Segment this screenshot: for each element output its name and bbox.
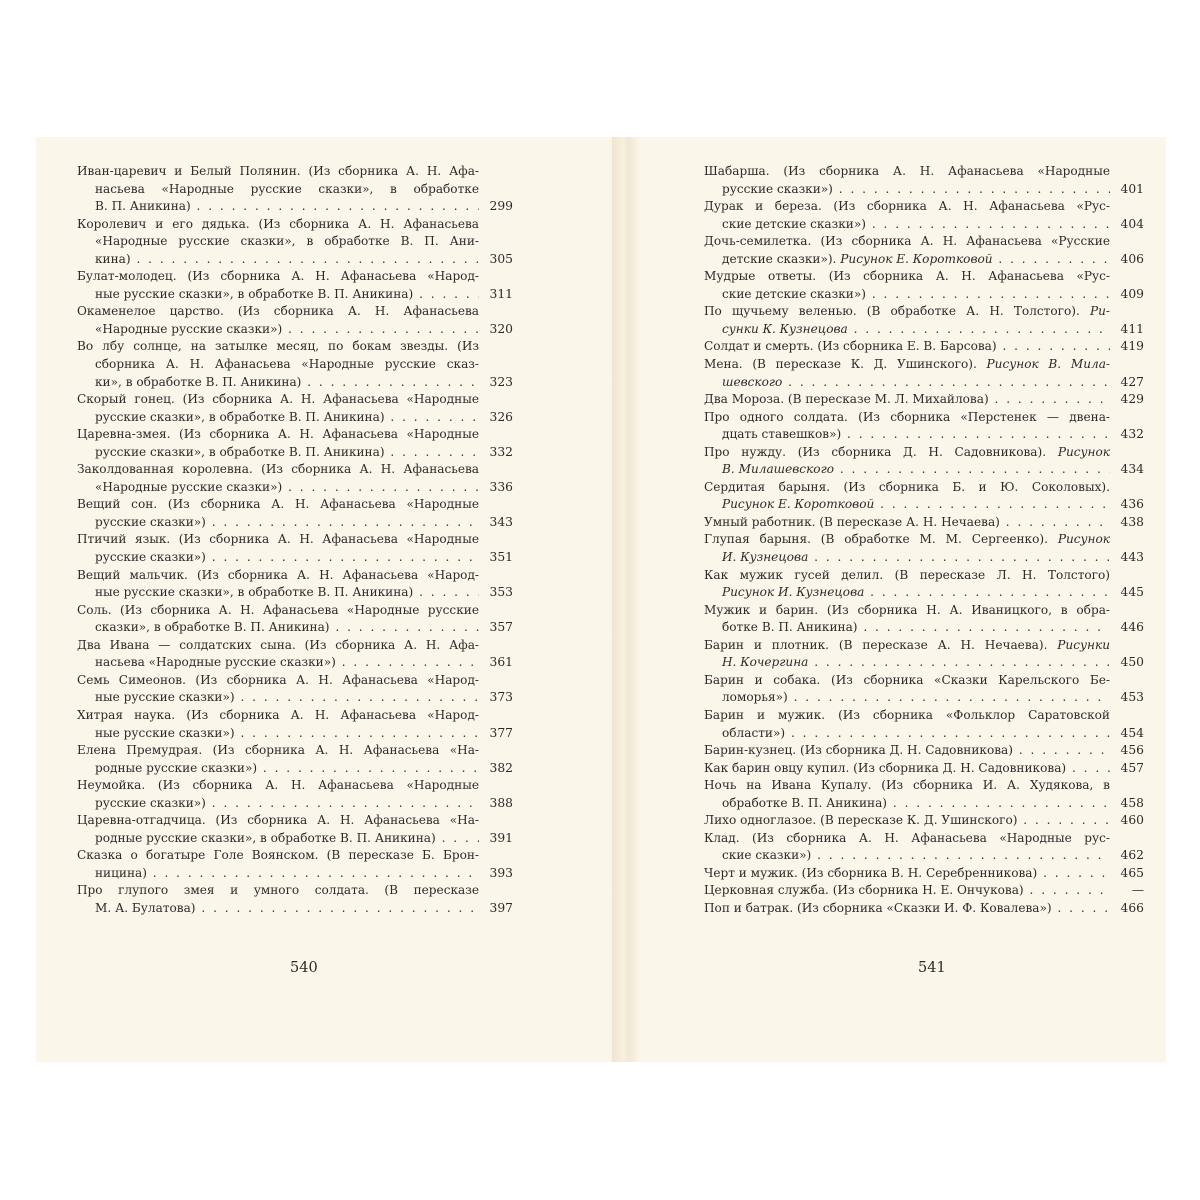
- toc-entry: [77, 303, 513, 338]
- toc-entry-line: ские сказки») . . .: [704, 847, 1110, 865]
- toc-entry-line: ломорья») . . .: [704, 689, 1110, 707]
- toc-entry-line: Царевна-змея. (Из сборника А. Н. Афанасьева «Народные: [77, 427, 479, 442]
- toc-entry: [704, 531, 1144, 566]
- toc-entry-line: Птичий язык. (Из сборника А. Н. Афанасьева «Народные: [77, 532, 479, 547]
- toc-entry-line: Заколдованная королевна. (Из сборника А. Н. Афанасьева: [77, 462, 479, 477]
- toc-entry-page: 305: [489, 251, 513, 266]
- toc-entry-line: Иван-царевич и Белый Полянин. (Из сборника А. Н. Афа-: [77, 164, 479, 178]
- toc-entry: [704, 672, 1144, 707]
- toc-entry-line: ские детские сказки») . . .: [704, 286, 1110, 304]
- toc-entry: [77, 461, 513, 496]
- toc-entry: [704, 900, 1144, 918]
- toc-entry: [704, 777, 1144, 812]
- toc-entry-line: ные русские сказки») . . .: [77, 725, 479, 743]
- toc-entry-line: Рисунок Е. Коротковой . . .: [704, 496, 1110, 514]
- toc-entry-line: Церковная служба. (Из сборника Н. Е. Ончукова) . . .: [704, 882, 1110, 900]
- toc-entry-page: 456: [1120, 743, 1144, 758]
- toc-entry-page: 446: [1120, 620, 1144, 635]
- toc-entry-page: 434: [1120, 462, 1144, 477]
- toc-entry-line: Про нужду. (Из сборника Д. Н. Садовникова). Рисунок: [704, 444, 1110, 459]
- toc-entry-line: обработке В. П. Аникина) . . .: [704, 795, 1110, 813]
- book-gutter: [612, 137, 640, 1062]
- toc-entry: [704, 742, 1144, 760]
- toc-entry-line: ки», в обработке В. П. Аникина) . . .: [77, 374, 479, 392]
- toc-entry-line: Барин и собака. (Из сборника «Сказки Карельского Бе-: [704, 672, 1110, 687]
- toc-entry-line: Мена. (В пересказе К. Д. Ушинского). Рисунок В. Мила-: [704, 357, 1110, 372]
- toc-entry-line: Барин и плотник. (В пересказе А. Н. Нечаева). Рисунки: [704, 637, 1110, 652]
- toc-entry-line: русские сказки», в обработке В. П. Аникина) . . .: [77, 444, 479, 462]
- toc-entry: [77, 742, 513, 777]
- toc-entry-line: Булат-молодец. (Из сборника А. Н. Афанасьева «Народ-: [77, 269, 479, 284]
- toc-entry-line: родные русские сказки») . . .: [77, 760, 479, 778]
- toc-entry: [704, 637, 1144, 672]
- toc-entry-page: 357: [489, 620, 513, 635]
- toc-entry-line: ботке В. П. Аникина) . . .: [704, 619, 1110, 637]
- toc-entry: [77, 847, 513, 882]
- toc-entry: [704, 163, 1144, 198]
- toc-entry-line: Дурак и береза. (Из сборника А. Н. Афанасьева «Рус-: [704, 199, 1110, 214]
- toc-entry-line: насьева «Народные русские сказки») . . .: [77, 654, 479, 672]
- toc-entry: [77, 391, 513, 426]
- toc-entry: [77, 812, 513, 847]
- toc-entry-line: По щучьему веленью. (В обработке А. Н. Толстого). Ри-: [704, 304, 1110, 319]
- toc-entry-page: 388: [489, 795, 513, 810]
- right-page-number: 541: [918, 960, 946, 976]
- toc-entry-line: Сердитая барыня. (Из сборника Б. и Ю. Соколовых).: [704, 479, 1110, 494]
- toc-entry-page: 453: [1120, 690, 1144, 705]
- toc-entry: [704, 479, 1144, 514]
- toc-entry-line: Как барин овцу купил. (Из сборника Д. Н. Садовникова) . . .: [704, 760, 1110, 778]
- toc-entry: [704, 602, 1144, 637]
- toc-entry-line: Ночь на Ивана Купалу. (Из сборника И. А. Худякова, в: [704, 778, 1110, 793]
- toc-entry-page: 432: [1120, 427, 1144, 442]
- toc-entry-page: 409: [1120, 286, 1144, 301]
- toc-entry-line: детские сказки»). Рисунок Е. Коротковой . . .: [704, 251, 1110, 269]
- toc-entry-line: Скорый гонец. (Из сборника А. Н. Афанасьева «Народные: [77, 392, 479, 407]
- toc-entry-line: сборника А. Н. Афанасьева «Народные русские сказ-: [95, 357, 479, 372]
- toc-entry: [704, 444, 1144, 479]
- toc-entry: [704, 198, 1144, 233]
- toc-entry-line: Про глупого змея и умного солдата. (В пересказе: [77, 883, 479, 898]
- toc-entry-line: Мудрые ответы. (Из сборника А. Н. Афанасьева «Рус-: [704, 269, 1110, 284]
- toc-entry: [77, 672, 513, 707]
- toc-entry: [704, 812, 1144, 830]
- toc-entry-line: Неумойка. (Из сборника А. Н. Афанасьева «Народные: [77, 778, 479, 793]
- toc-entry: [704, 268, 1144, 303]
- toc-entry-page: 377: [489, 725, 513, 740]
- toc-entry-line: Вещий мальчик. (Из сборника А. Н. Афанасьева «Народ-: [77, 567, 479, 582]
- toc-entry: [77, 531, 513, 566]
- toc-entry-page: 443: [1120, 550, 1144, 565]
- toc-entry: [77, 707, 513, 742]
- toc-entry-line: М. А. Булатова) . . .: [77, 900, 479, 918]
- toc-entry-page: 311: [489, 286, 513, 301]
- toc-entry-line: ские детские сказки») . . .: [704, 216, 1110, 234]
- toc-entry-page: 454: [1120, 725, 1144, 740]
- toc-entry-line: кина) . . .: [77, 251, 479, 269]
- toc-entry: [77, 426, 513, 461]
- right-page-contents: [704, 163, 1144, 918]
- toc-entry-line: русские сказки», в обработке В. П. Аникина) . . .: [77, 409, 479, 427]
- toc-entry-line: Дочь-семилетка. (Из сборника А. Н. Афанасьева «Русские: [704, 234, 1110, 249]
- toc-entry: [704, 882, 1144, 900]
- toc-entry: [704, 338, 1144, 356]
- toc-entry-page: 401: [1120, 181, 1144, 196]
- toc-entry-line: «Народные русские сказки») . . .: [77, 479, 479, 497]
- toc-entry: [77, 882, 513, 917]
- toc-entry-line: ные русские сказки») . . .: [77, 689, 479, 707]
- toc-entry-line: дцать ставешков») . . .: [704, 426, 1110, 444]
- toc-entry-page: 397: [489, 900, 513, 915]
- toc-entry: [77, 216, 513, 269]
- toc-entry: [77, 268, 513, 303]
- toc-entry-line: Умный работник. (В пересказе А. Н. Нечаева) . . .: [704, 514, 1110, 532]
- toc-entry-line: Как мужик гусей делил. (В пересказе Л. Н. Толстого): [704, 567, 1110, 582]
- toc-entry-page: 429: [1120, 392, 1144, 407]
- toc-entry-line: В. Милашевского . . .: [704, 461, 1110, 479]
- toc-entry: [704, 391, 1144, 409]
- toc-entry-line: Солдат и смерть. (Из сборника Е. В. Барсова) . . .: [704, 338, 1110, 356]
- toc-entry-page: 466: [1120, 900, 1144, 915]
- toc-entry-page: 326: [489, 409, 513, 424]
- toc-entry-line: И. Кузнецова . . .: [704, 549, 1110, 567]
- toc-entry-line: «Народные русские сказки», в обработке В. П. Ани-: [95, 234, 479, 249]
- left-page-contents: [77, 163, 513, 918]
- toc-entry: [704, 830, 1144, 865]
- book-spread: [36, 137, 1166, 1062]
- toc-entry-page: 373: [489, 690, 513, 705]
- toc-entry-line: русские сказки») . . .: [77, 795, 479, 813]
- toc-entry: [704, 760, 1144, 778]
- toc-entry: [77, 602, 513, 637]
- toc-entry-line: Хитрая наука. (Из сборника А. Н. Афанасьева «Народ-: [77, 707, 479, 722]
- toc-entry-line: Рисунок И. Кузнецова . . .: [704, 584, 1110, 602]
- toc-entry-line: русские сказки») . . .: [77, 549, 479, 567]
- toc-entry-page: 336: [489, 479, 513, 494]
- toc-entry-page: 462: [1120, 848, 1144, 863]
- left-page-number: 540: [290, 960, 318, 976]
- toc-entry-page: 427: [1120, 374, 1144, 389]
- toc-entry: [704, 707, 1144, 742]
- toc-entry-line: Лихо одноглазое. (В пересказе К. Д. Ушинского) . . .: [704, 812, 1110, 830]
- toc-entry-line: Елена Премудрая. (Из сборника А. Н. Афанасьева «На-: [77, 743, 479, 758]
- toc-entry-page: 457: [1120, 760, 1144, 775]
- toc-entry-line: Соль. (Из сборника А. Н. Афанасьева «Народные русские: [77, 602, 479, 617]
- toc-entry-page: 406: [1120, 251, 1144, 266]
- toc-entry: [704, 233, 1144, 268]
- toc-entry: [77, 637, 513, 672]
- toc-entry-page: 393: [489, 865, 513, 880]
- toc-entry-line: Семь Симеонов. (Из сборника А. Н. Афанасьева «Народ-: [77, 672, 479, 687]
- toc-entry-page: 351: [489, 550, 513, 565]
- toc-entry-page: 438: [1120, 514, 1144, 529]
- toc-entry-page: 353: [489, 585, 513, 600]
- toc-entry-line: Клад. (Из сборника А. Н. Афанасьева «Народные рус-: [704, 830, 1110, 845]
- toc-entry-page: 299: [489, 199, 513, 214]
- toc-entry-line: Царевна-отгадчица. (Из сборника А. Н. Афанасьева «На-: [77, 813, 479, 828]
- toc-entry: [77, 496, 513, 531]
- toc-entry-page: 343: [489, 514, 513, 529]
- toc-entry-line: области») . . .: [704, 725, 1110, 743]
- toc-entry-page: 320: [489, 321, 513, 336]
- toc-entry: [704, 567, 1144, 602]
- toc-entry-page: 450: [1120, 655, 1144, 670]
- toc-entry-line: Мужик и барин. (Из сборника Н. А. Иваницкого, в обра-: [704, 602, 1110, 617]
- toc-entry-line: Про одного солдата. (Из сборника «Перстенек — двена-: [704, 409, 1110, 424]
- toc-entry-line: сказки», в обработке В. П. Аникина) . . .: [77, 619, 479, 637]
- toc-entry-line: Черт и мужик. (Из сборника В. Н. Серебренникова) . . .: [704, 865, 1110, 883]
- toc-entry: [704, 303, 1144, 338]
- toc-entry-line: «Народные русские сказки») . . .: [77, 321, 479, 339]
- toc-entry-line: ные русские сказки», в обработке В. П. Аникина) . . .: [77, 286, 479, 304]
- toc-entry-line: Глупая барыня. (В обработке М. М. Сергеенко). Рисунок: [704, 532, 1110, 547]
- toc-entry-line: ные русские сказки», в обработке В. П. Аникина) . . .: [77, 584, 479, 602]
- toc-entry-page: 411: [1120, 321, 1144, 336]
- toc-entry: [77, 777, 513, 812]
- toc-entry-line: Барин-кузнец. (Из сборника Д. Н. Садовникова) . . .: [704, 742, 1110, 760]
- toc-entry-line: Вещий сон. (Из сборника А. Н. Афанасьева «Народные: [77, 497, 479, 512]
- toc-entry: [704, 356, 1144, 391]
- toc-entry-line: шевского . . .: [704, 374, 1110, 392]
- toc-entry-line: Поп и батрак. (Из сборника «Сказки И. Ф. Ковалева») . . .: [704, 900, 1110, 918]
- toc-entry-page: 465: [1120, 865, 1144, 880]
- toc-entry-line: Два Ивана — солдатских сына. (Из сборника А. Н. Афа-: [77, 637, 479, 652]
- toc-entry-page: 460: [1120, 813, 1144, 828]
- toc-entry: [704, 865, 1144, 883]
- toc-entry-line: насьева «Народные русские сказки», в обработке: [95, 181, 479, 196]
- toc-entry-line: Н. Кочергина . . .: [704, 654, 1110, 672]
- toc-entry-page: 391: [489, 830, 513, 845]
- toc-entry-page: 332: [489, 444, 513, 459]
- toc-entry-line: Сказка о богатыре Голе Воянском. (В пересказе Б. Брон-: [77, 848, 479, 863]
- toc-entry: [77, 567, 513, 602]
- toc-entry: [77, 163, 513, 216]
- toc-entry-line: ницина) . . .: [77, 865, 479, 883]
- toc-entry-line: русские сказки») . . .: [704, 181, 1110, 199]
- toc-entry: [77, 338, 513, 391]
- toc-entry: [704, 409, 1144, 444]
- toc-entry-line: Два Мороза. (В пересказе М. Л. Михайлова) . . .: [704, 391, 1110, 409]
- toc-entry-page: —: [1131, 883, 1144, 898]
- toc-entry-page: 436: [1120, 497, 1144, 512]
- toc-entry-line: Окаменелое царство. (Из сборника А. Н. Афанасьева: [77, 304, 479, 319]
- toc-entry-page: 361: [489, 655, 513, 670]
- toc-entry-line: Во лбу солнце, на затылке месяц, по бокам звезды. (Из: [77, 339, 479, 354]
- toc-entry-line: В. П. Аникина) . . .: [77, 198, 479, 216]
- toc-entry-line: Барин и мужик. (Из сборника «Фольклор Саратовской: [704, 707, 1110, 722]
- toc-entry-page: 458: [1120, 795, 1144, 810]
- toc-entry-line: Шабарша. (Из сборника А. Н. Афанасьева «Народные: [704, 164, 1110, 178]
- toc-entry-line: Королевич и его дядька. (Из сборника А. Н. Афанасьева: [77, 216, 479, 231]
- toc-entry-page: 404: [1120, 216, 1144, 231]
- toc-entry-page: 445: [1120, 585, 1144, 600]
- toc-entry: [704, 514, 1144, 532]
- toc-entry-page: 419: [1120, 339, 1144, 354]
- toc-entry-page: 323: [489, 374, 513, 389]
- toc-entry-line: сунки К. Кузнецова . . .: [704, 321, 1110, 339]
- toc-entry-line: русские сказки») . . .: [77, 514, 479, 532]
- toc-entry-line: родные русские сказки», в обработке В. П. Аникина) . . .: [77, 830, 479, 848]
- toc-entry-page: 382: [489, 760, 513, 775]
